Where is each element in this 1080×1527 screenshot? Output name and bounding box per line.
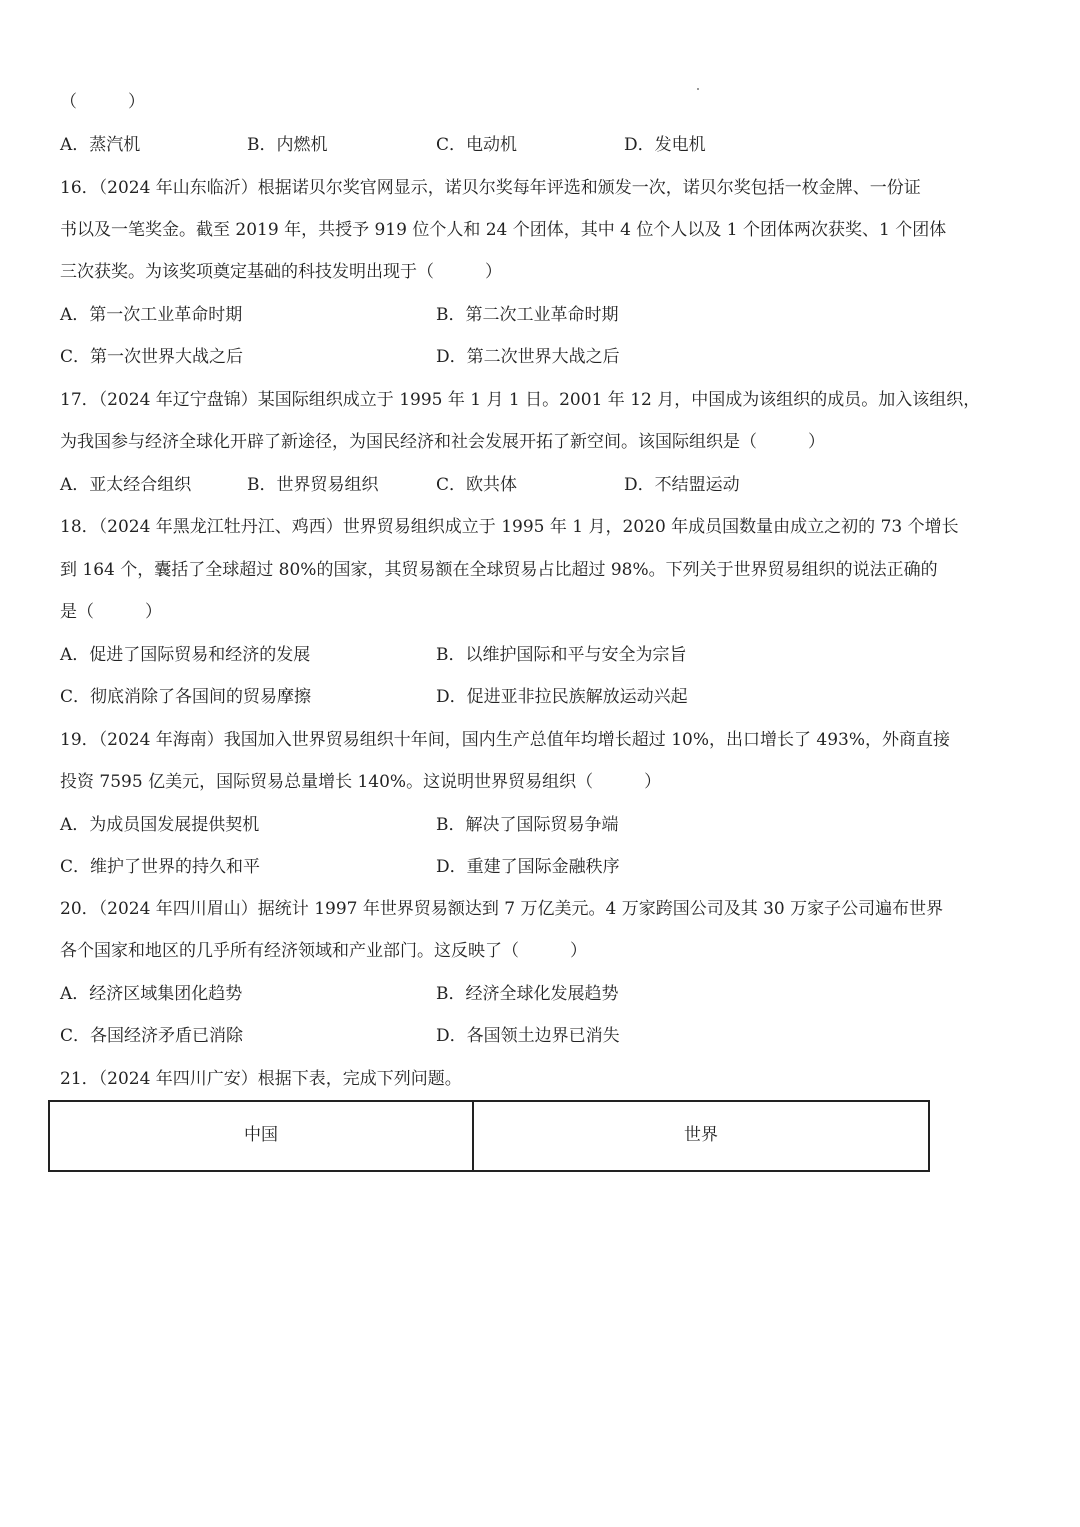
- q18-option-c: C．彻底消除了各国间的贸易摩擦: [60, 687, 312, 707]
- q18-stem-line-2: 到 164 个，囊括了全球超过 80%的国家，其贸易额在全球贸易占比超过 98%。下列关于世界贸易组织的说法正确的: [60, 560, 938, 580]
- q20-stem-line-1: 20．（2024 年四川眉山）据统计 1997 年世界贸易额达到 7 万亿美元。4 万家跨国公司及其 30 万家子公司遍布世界: [60, 899, 944, 919]
- q16-stem-line-2: 书以及一笔奖金。截至 2019 年，共授予 919 位个人和 24 个团体，其中 4 位个人以及 1 个团体两次获奖、1 个团体: [60, 220, 947, 240]
- q17-option-c: C．欧共体: [436, 475, 518, 495]
- q18-option-d: D．促进亚非拉民族解放运动兴起: [436, 687, 688, 707]
- q17-option-d: D．不结盟运动: [624, 475, 740, 495]
- q18-option-b: B．以维护国际和平与安全为宗旨: [436, 645, 687, 665]
- q16-option-d: D．第二次世界大战之后: [436, 347, 620, 367]
- table-header-china: 中国: [49, 1101, 473, 1171]
- q21-stem-line-1: 21．（2024 年四川广安）根据下表，完成下列问题。: [60, 1069, 462, 1089]
- q16-stem-line-1: 16．（2024 年山东临沂）根据诺贝尔奖官网显示，诺贝尔奖每年评选和颁发一次，诺贝尔奖包括一枚金牌、一份证: [60, 178, 921, 198]
- prev-option-a: A．蒸汽机: [60, 135, 141, 155]
- q16-option-b: B．第二次工业革命时期: [436, 305, 619, 325]
- q18-option-a: A．促进了国际贸易和经济的发展: [60, 645, 311, 665]
- scan-speck: [697, 88, 699, 90]
- table-row: [49, 1101, 929, 1171]
- q16-option-a: A．第一次工业革命时期: [60, 305, 243, 325]
- q17-stem-line-1: 17．（2024 年辽宁盘锦）某国际组织成立于 1995 年 1 月 1 日。2001 年 12 月，中国成为该组织的成员。加入该组织，: [60, 390, 981, 410]
- prev-option-c: C．电动机: [436, 135, 518, 155]
- q17-option-b: B．世界贸易组织: [247, 475, 379, 495]
- q19-option-c: C．维护了世界的持久和平: [60, 857, 261, 877]
- q19-stem-line-2: 投资 7595 亿美元，国际贸易总量增长 140%。这说明世界贸易组织（ ）: [60, 772, 662, 792]
- q18-stem-line-3: 是（ ）: [60, 602, 162, 622]
- q18-stem-line-1: 18．（2024 年黑龙江牡丹江、鸡西）世界贸易组织成立于 1995 年 1 月，2020 年成员国数量由成立之初的 73 个增长: [60, 517, 959, 537]
- q21-table: [48, 1100, 930, 1172]
- q20-stem-line-2: 各个国家和地区的几乎所有经济领域和产业部门。这反映了（ ）: [60, 941, 587, 961]
- q19-option-b: B．解决了国际贸易争端: [436, 815, 619, 835]
- q19-option-a: A．为成员国发展提供契机: [60, 815, 260, 835]
- q20-option-c: C．各国经济矛盾已消除: [60, 1026, 244, 1046]
- prev-option-b: B．内燃机: [247, 135, 328, 155]
- q19-option-d: D．重建了国际金融秩序: [436, 857, 620, 877]
- q20-option-a: A．经济区域集团化趋势: [60, 984, 243, 1004]
- q20-option-b: B．经济全球化发展趋势: [436, 984, 619, 1004]
- prev-option-d: D．发电机: [624, 135, 706, 155]
- prev-question-blank: （ ）: [60, 92, 145, 112]
- q16-stem-line-3: 三次获奖。为该奖项奠定基础的科技发明出现于（ ）: [60, 262, 502, 282]
- q20-option-d: D．各国领土边界已消失: [436, 1026, 620, 1046]
- q16-option-c: C．第一次世界大战之后: [60, 347, 244, 367]
- q17-stem-line-2: 为我国参与经济全球化开辟了新途径，为国民经济和社会发展开拓了新空间。该国际组织是（ ）: [60, 432, 825, 452]
- q19-stem-line-1: 19．（2024 年海南）我国加入世界贸易组织十年间，国内生产总值年均增长超过 10%，出口增长了 493%，外商直接: [60, 730, 950, 750]
- table-header-world: 世界: [473, 1101, 929, 1171]
- q17-option-a: A．亚太经合组织: [60, 475, 192, 495]
